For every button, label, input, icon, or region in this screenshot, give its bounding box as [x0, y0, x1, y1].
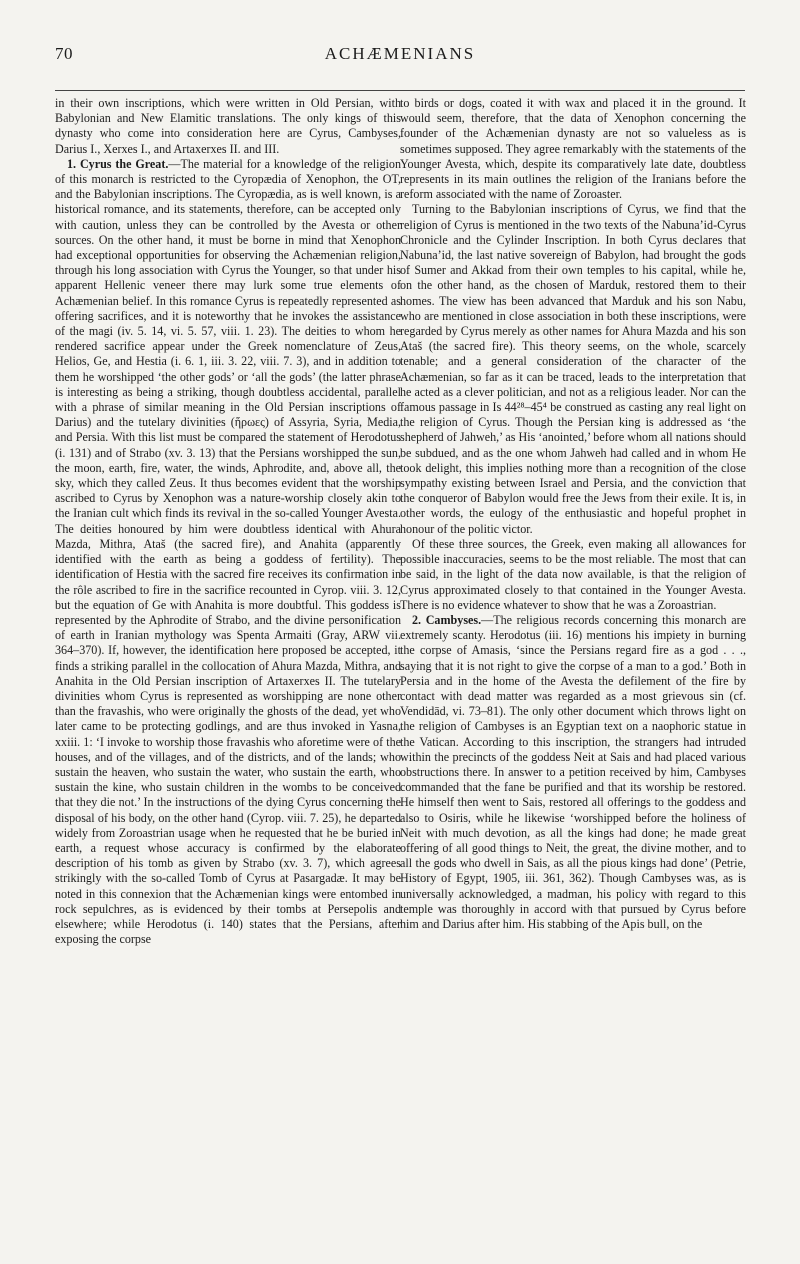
paragraph: in their own inscriptions, which were written in Old Persian, with Babylonian and New Elamitic translations. The only kings of this dynasty who come into consideration here are Cyrus, Cambyses, Darius I., Xerxes I., and Artaxerxes II. and III.	[55, 96, 401, 156]
section-heading-cambyses: 2. Cambyses.	[412, 612, 482, 627]
paragraph-cambyses	[400, 613, 746, 932]
left-column	[55, 96, 401, 947]
right-column	[400, 96, 746, 932]
paragraph: to birds or dogs, coated it with wax and placed it in the ground. It would seem, therefore, that the data of Xenophon concerning the founder of the Achæmenian dynasty are not so valueless as is sometimes supposed. They agree remarkably with the statements of the Younger Avesta, which, despite its comparatively late date, doubtless represents in its main outlines the religion of the Iranians before the reform associated with the name of Zoroaster.	[400, 96, 746, 202]
paragraph: Of these three sources, the Greek, even making all allowances for possible inaccuracies, seems to be the most reliable. The most that can be said, in the light of the data now available, is that the religion of Cyrus approximated closely to that contained in the Younger Avesta. There is no evidence whatever to show that he was a Zoroastrian.	[400, 536, 746, 612]
running-head: ACHÆMENIANS	[324, 44, 476, 63]
paragraph-text: —The religious records concerning this monarch are extremely scanty. Herodotus (iii. 16) mentions his impiety in burning the corpse of Amasis, ‘since the Persians regard fire as a god . . ., saying that it is not right to give the corpse of a man to a god.’ Both in Persia and in the home of the Avesta the defilement of the fire by contact with dead matter was regarded as a most grievous sin (cf. Vendidād, vi. 73–81). The only other document which throws light on the religion of Cambyses is an Egyptian text on a naophoric statue in the Vatican. According to this inscription, the strangers had intruded within the precincts of the goddess Neit at Sais and had placed various obstructions there. In answer to a petition received by him, Cambyses commanded that the fane be purified and that its worship be restored. He himself then went to Sais, restored all offerings to the goddess and also to Osiris, while he likewise ‘worshipped before the holiness of Neit with much devotion, as all the kings had done; he made great offering of all good things to Neit, the great, the divine mother, and to all the gods who dwell in Sais, as all the pious kings had done’ (Petrie, History of Egypt, 1905, iii. 361, 362). Though Cambyses was, as is universally acknowledged, a madman, his policy with regard to this temple was thoroughly in accord with that pursued by Cyrus before him and Darius after him. His stabbing of the Apis bull, on the	[400, 612, 746, 931]
section-heading-cyrus: 1. Cyrus the Great.	[67, 156, 169, 171]
page-header	[55, 44, 745, 70]
paragraph-text: —The material for a knowledge of the religion of this monarch is restricted to the Cyropædia of Xenophon, the OT, and the Babylonian inscriptions. The Cyropædia, as is well known, is a historical romance, and its statements, therefore, can be accepted only with caution, unless they can be controlled by the Avesta or other sources. On the other hand, it must be borne in mind that Xenophon had exceptional opportunities for observing the Achæmenian religion, through his long association with Cyrus the Younger, so that under his apparent Hellenic veneer there may lurk some true elements of Achæmenian belief. In this romance Cyrus is repeatedly represented as offering sacrifices, and it is noteworthy that he invokes the assistance of the magi (iv. 5. 14, vi. 5. 57, viii. 1. 23). The deities to whom he rendered sacrifice appear under the Greek nomenclature of Zeus, Helios, Ge, and Hestia (i. 6. 1, iii. 3. 22, viii. 7. 3), and in addition to them he worshipped ‘the other gods’ or ‘all the gods’ (the latter phrase is interesting as being a striking, though doubtless accidental, parallel with a phrase of similar meaning in the Old Persian inscriptions of Darius) and the tutelary divinities (ἥρωες) of Assyria, Syria, Media, and Persia. With this list must be compared the statement of Herodotus (i. 131) and of Strabo (xv. 3. 13) that the Persians worshipped the sun, the moon, earth, fire, water, the winds, Aphrodite, and, above all, the sky, which they called Zeus. It thus becomes evident that the worship ascribed to Cyrus by Xenophon was a nature-worship closely akin to the Iranian cult which finds its revival in the so-called Younger Avesta. The deities honoured by him were doubtless identical with Ahura Mazda, Mithra, Ataš (the sacred fire), and Anahita (apparently identified with the earth as being a goddess of fertility). The identification of Hestia with the sacred fire receives its confirmation in the rôle ascribed to fire in the sacrifice recounted in Cyrop. viii. 3. 12, but the equation of Ge with Anahita is more doubtful. This goddess is represented by the Aphrodite of Strabo, and the divine personification of earth in Iranian mythology was Spenta Armaiti (Gray, ARW vii. 364–370). If, however, the identification here proposed be accepted, it finds a striking parallel in the collocation of Ahura Mazda, Mithra, and Anahita in the Old Persian inscription of Artaxerxes II. The tutelary divinities whom Cyrus is represented as worshipping are none other than the fravashis, who were originally the ghosts of the dead, yet who later came to be protecting godlings, and are thus invoked in Yasna, xxiii. 1: ‘I invoke to worship those fravashis who aforetime were of the houses, and of the villages, and of the districts, and of the lands; who sustain the heaven, who sustain the water, who sustain the earth, who sustain the kine, who sustain children in the wombs to be conceived that they die not.’ In the instructions of the dying Cyrus concerning the disposal of his body, on the other hand (Cyrop. viii. 7. 25), he departed widely from Zoroastrian usage when he requested that he be buried in earth, a request whose accuracy is confirmed by the elaborate description of his tomb as given by Strabo (xv. 3. 7), which agrees strikingly with the so-called Tomb of Cyrus at Pasargadæ. It may be noted in this connexion that the Achæmenian kings were entombed in rock sepulchres, as is evidenced by their tombs at Persepolis and elsewhere; while Herodotus (i. 140) states that the Persians, after exposing the corpse	[55, 156, 401, 947]
page-number: 70	[55, 44, 73, 63]
paragraph-cyrus	[55, 157, 401, 948]
header-rule	[55, 90, 745, 91]
paragraph: Turning to the Babylonian inscriptions of Cyrus, we find that the religion of Cyrus is mentioned in the two texts of the Nabuna’id-Cyrus Chronicle and the Cylinder Inscription. In both Cyrus declares that Nabuna’id, the last native sovereign of Babylon, had brought the gods of Sumer and Akkad from their own temples to his capital, while he, on the other hand, as the chosen of Marduk, restored them to their homes. The view has been advanced that Marduk and his son Nabu, who are mentioned in close association in both these inscriptions, were regarded by Cyrus merely as other names for Ahura Mazda and his son Ataš (the sacred fire). This theory seems, on the whole, scarcely tenable; and a general consideration of the character of the Achæmenian, so far as it can be traced, leads to the interpretation that he acted as a clever politician, and not as a religious leader. Nor can the famous passage in Is 44²⁸–45⁴ be construed as casting any real light on the religion of Cyrus. Though the Persian king is addressed as ‘the shepherd of Jahweh,’ as His ‘anointed,’ before whom all nations should be subdued, and as the one whom Jahweh had called and in whom He took delight, this implies nothing more than a recognition of the close sympathy existing between Israel and Persia, and the conviction that the conqueror of Babylon would free the Jews from their exile. It is, in other words, the eulogy of the enthusiastic and hopeful prophet in honour of the politic victor.	[400, 202, 746, 536]
